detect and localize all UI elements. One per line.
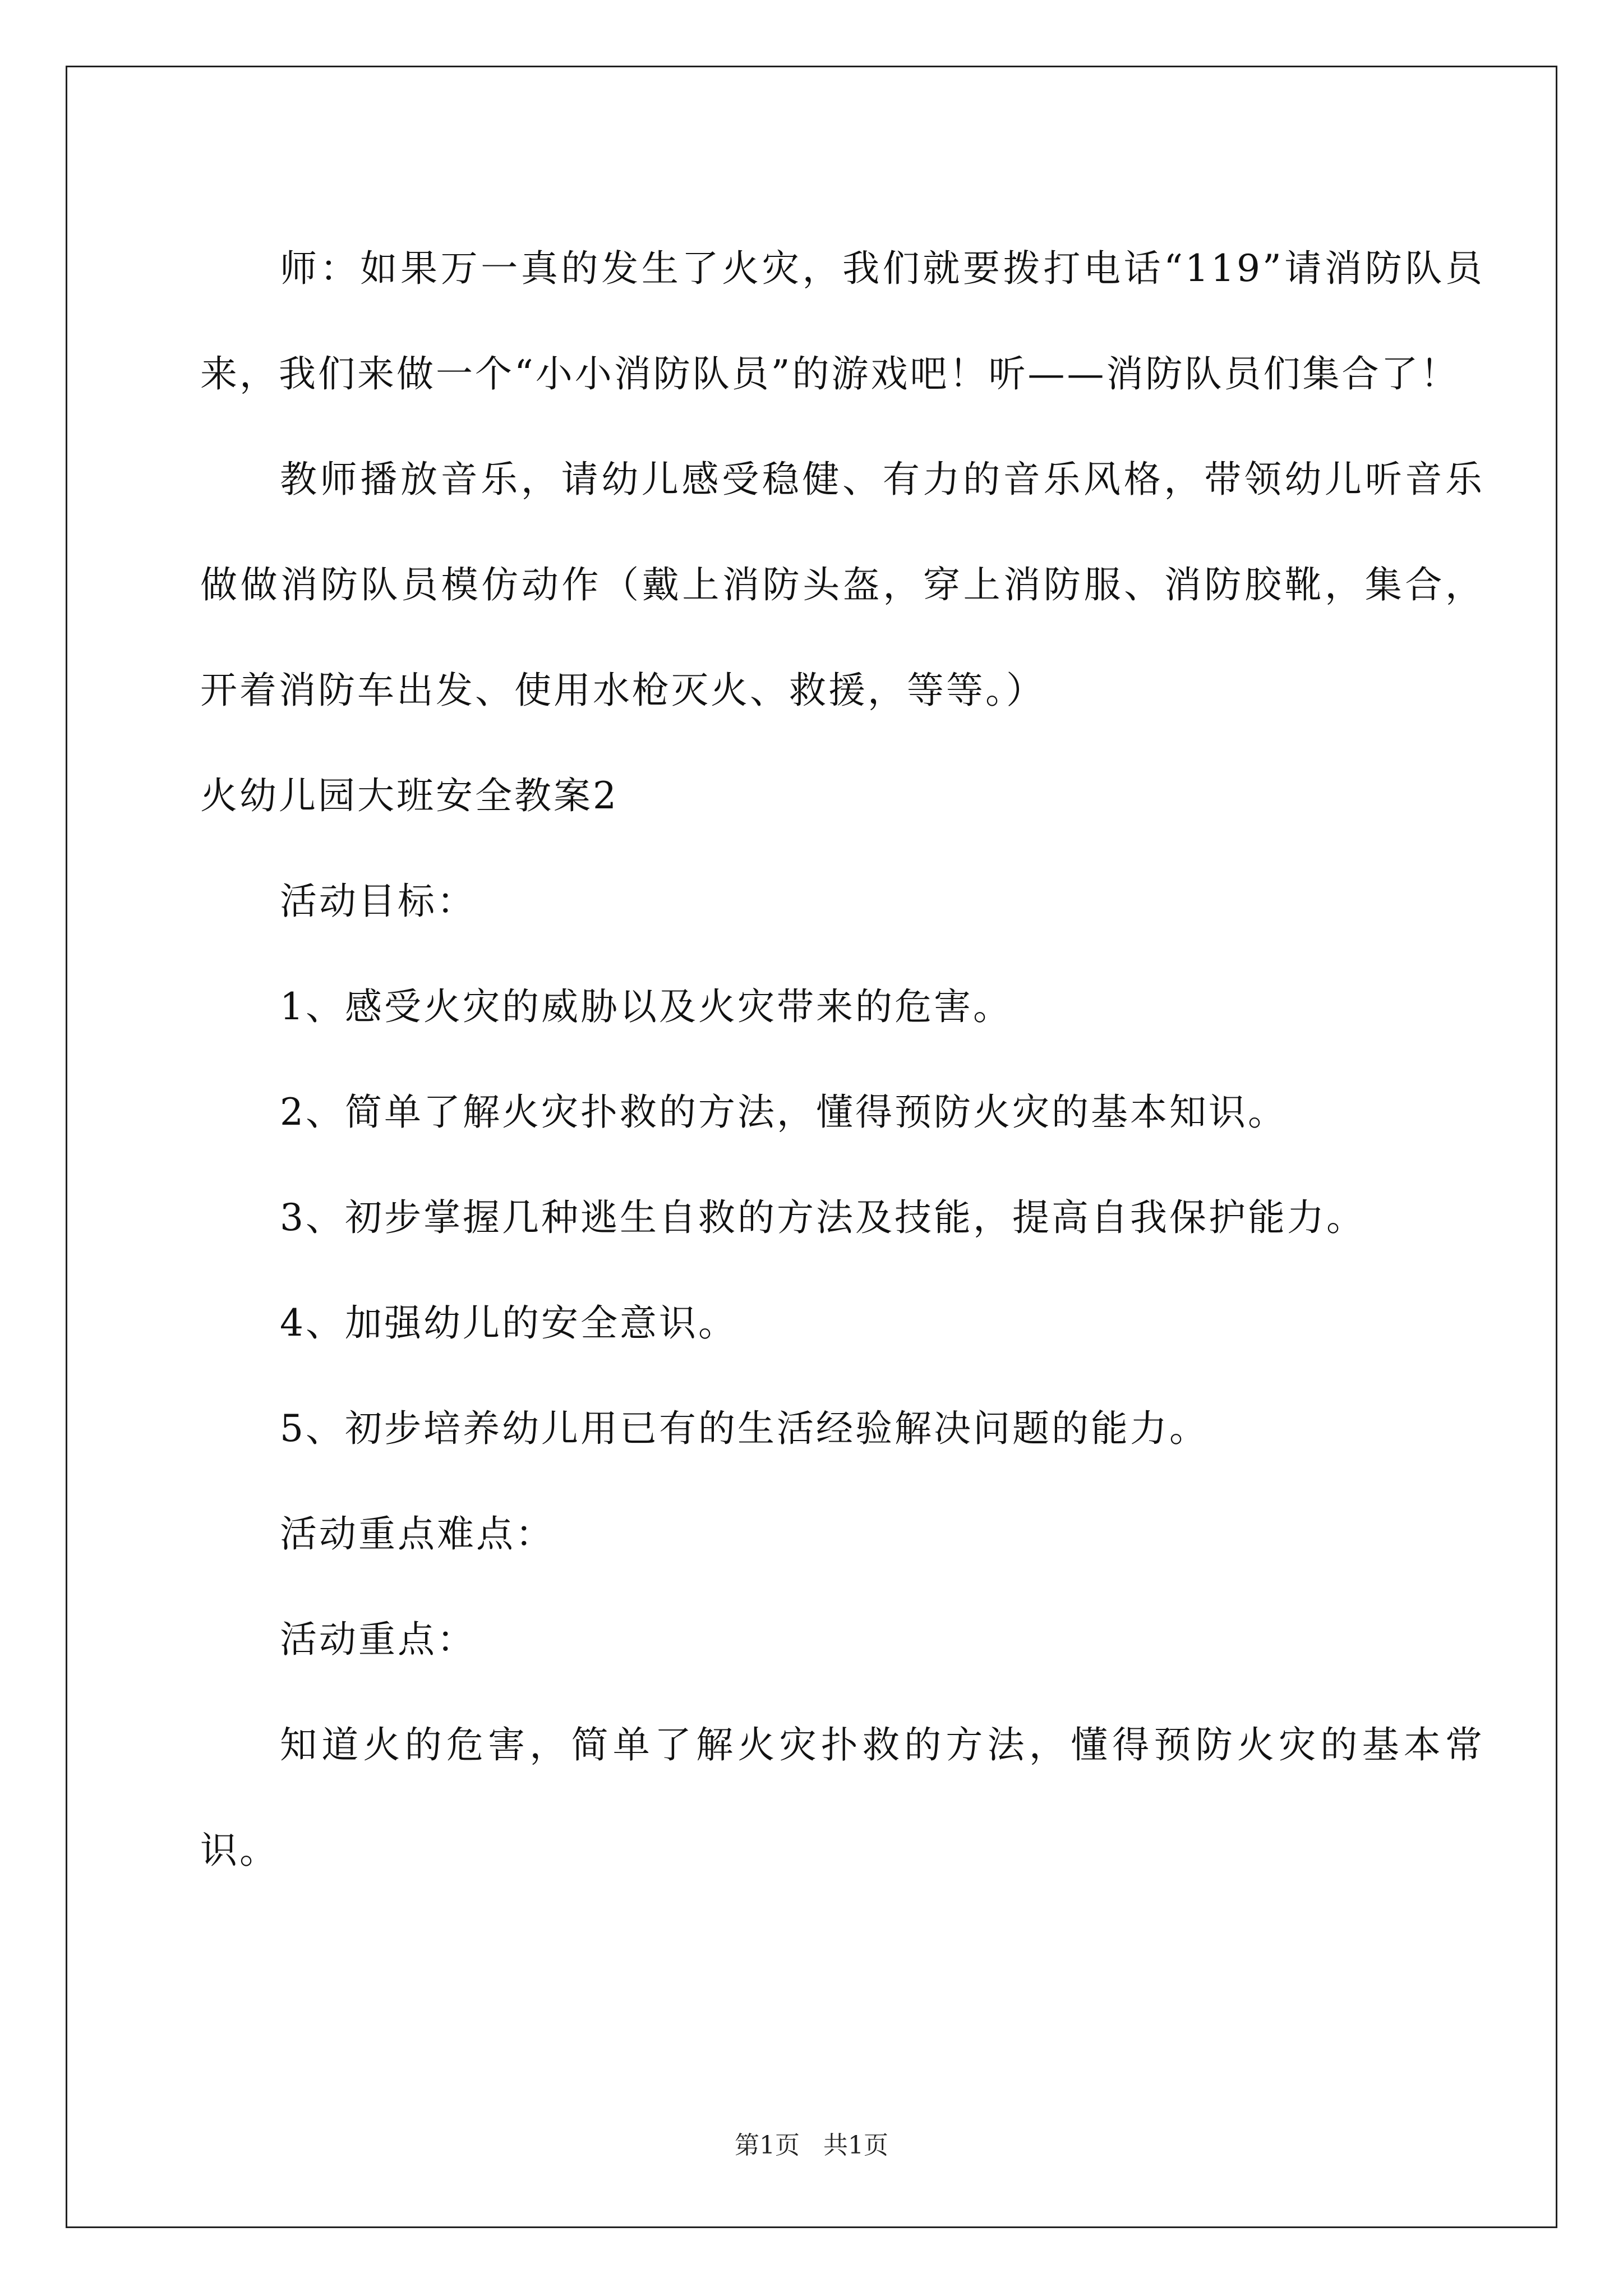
goal-item-1: 1、感受火灾的威胁以及火灾带来的危害。 bbox=[280, 985, 1012, 1028]
goal-item-5: 5、初步培养幼儿用已有的生活经验解决问题的能力。 bbox=[280, 1407, 1209, 1450]
goal-item-3: 3、初步掌握几种逃生自救的方法及技能，提高自我保护能力。 bbox=[280, 1196, 1366, 1239]
heading-activity-goals: 活动目标： bbox=[280, 880, 476, 923]
page-footer: 第1页 共1页 bbox=[735, 2131, 888, 2160]
goal-item-4: 4、加强幼儿的安全意识。 bbox=[280, 1301, 737, 1345]
paragraph-key-points: 知道火的危害，简单了解火灾扑救的方法，懂得预防火灾的基本常识。 bbox=[200, 1723, 1484, 1872]
paragraph-music-activity: 教师播放音乐，请幼儿感受稳健、有力的音乐风格，带领幼儿听音乐做做消防队员模仿动作（戴上消防头盔，穿上消防服、消防胶靴，集合，开着消防车出发、使用水枪灭火、救援，等等。） bbox=[200, 458, 1484, 712]
lesson-title: 火幼儿园大班安全教案2 bbox=[200, 774, 619, 817]
goal-item-2: 2、简单了解火灾扑救的方法，懂得预防火灾的基本知识。 bbox=[280, 1091, 1287, 1134]
document-body bbox=[200, 216, 1484, 1903]
heading-key-points: 活动重点： bbox=[280, 1618, 476, 1661]
paragraph-teacher-dialogue: 师：如果万一真的发生了火灾，我们就要拨打电话“119”请消防队员来，我们来做一个“小小消防队员”的游戏吧！听——消防队员们集合了！ bbox=[200, 247, 1484, 395]
heading-key-difficult-points: 活动重点难点： bbox=[280, 1512, 555, 1556]
